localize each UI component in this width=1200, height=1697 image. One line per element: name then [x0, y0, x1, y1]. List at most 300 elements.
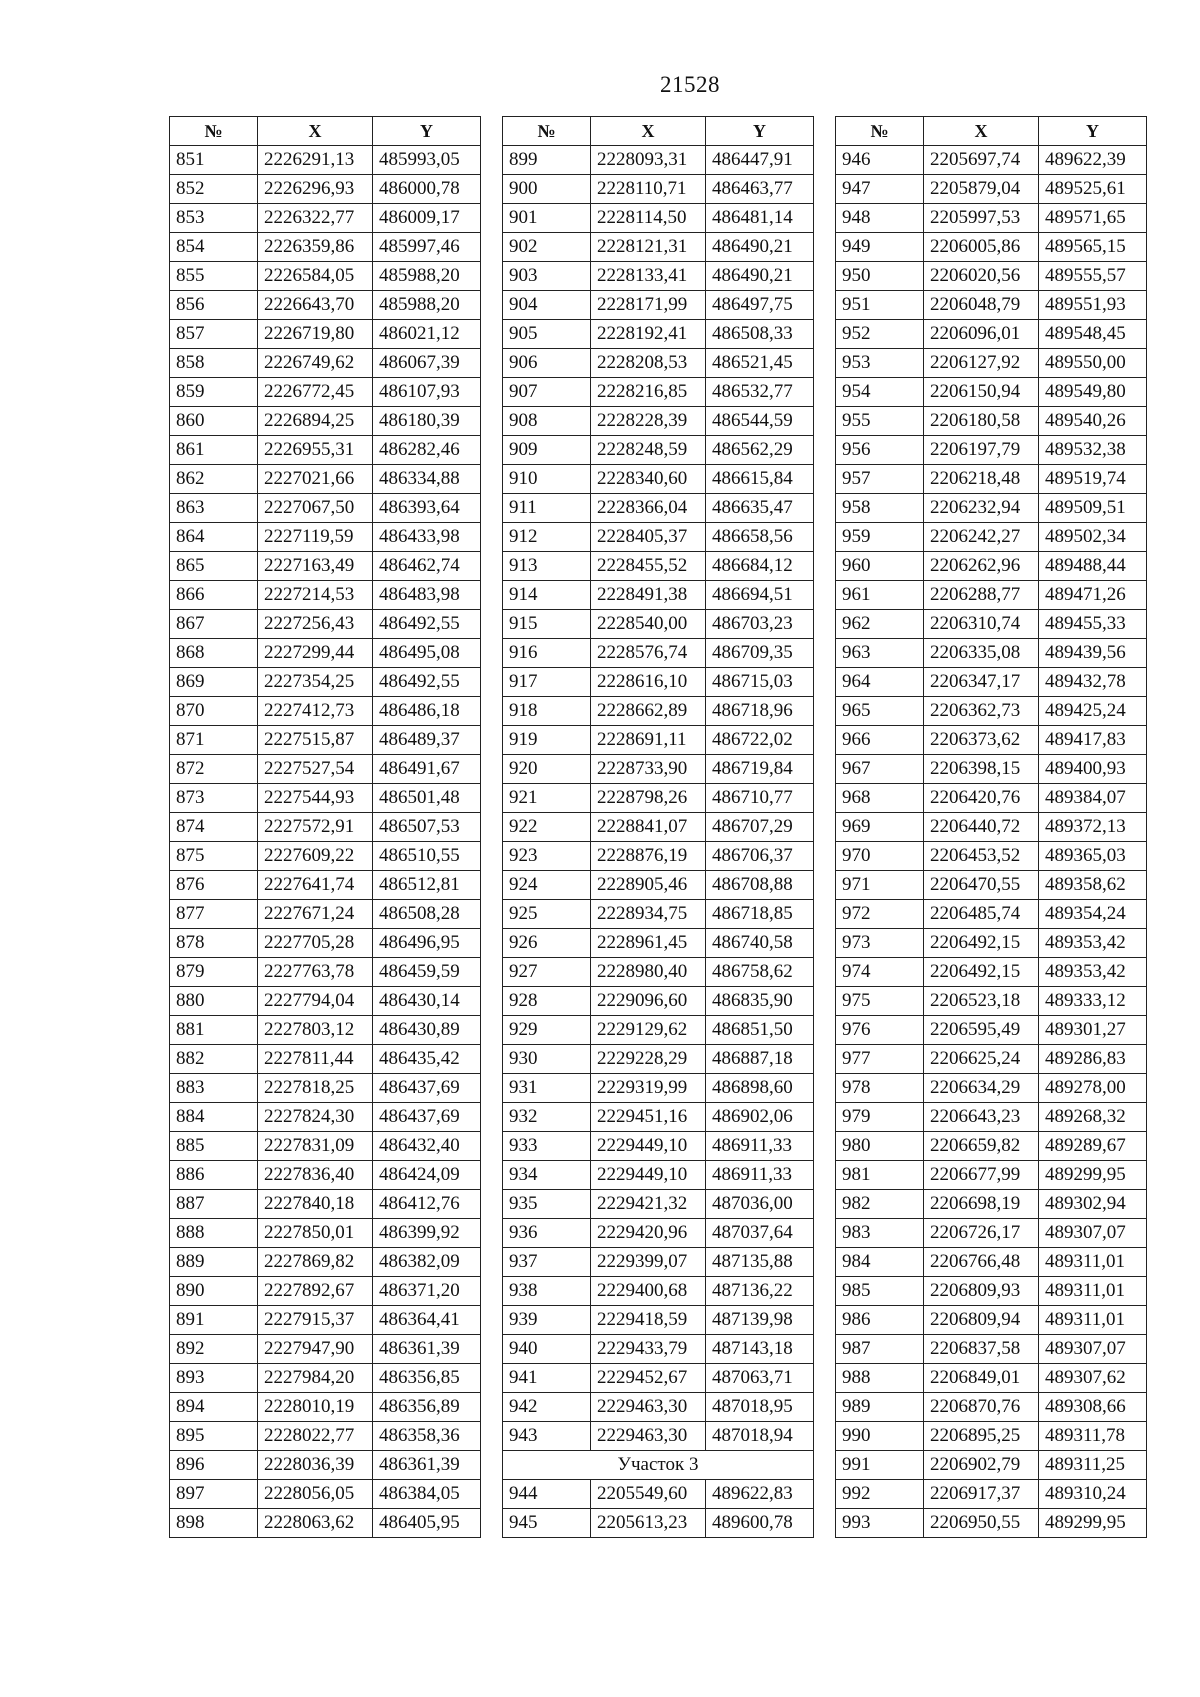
y-coordinate: 489525,61	[1039, 175, 1147, 204]
point-number: 865	[170, 552, 258, 581]
point-number: 885	[170, 1132, 258, 1161]
table-row	[503, 494, 814, 523]
x-coordinate: 2206870,76	[924, 1393, 1039, 1422]
point-number: 930	[503, 1045, 591, 1074]
header-row	[503, 117, 814, 146]
x-coordinate: 2228455,52	[591, 552, 706, 581]
table-row	[503, 1277, 814, 1306]
y-coordinate: 486719,84	[706, 755, 814, 784]
y-coordinate: 486430,89	[373, 1016, 481, 1045]
table-row	[503, 1016, 814, 1045]
y-coordinate: 489311,78	[1039, 1422, 1147, 1451]
point-number: 966	[836, 726, 924, 755]
table-row	[170, 1364, 481, 1393]
table-row	[836, 233, 1147, 262]
header-y: Y	[706, 117, 814, 146]
point-number: 968	[836, 784, 924, 813]
y-coordinate: 486718,85	[706, 900, 814, 929]
point-number: 981	[836, 1161, 924, 1190]
y-coordinate: 489471,26	[1039, 581, 1147, 610]
point-number: 944	[503, 1480, 591, 1509]
point-number: 856	[170, 291, 258, 320]
y-coordinate: 486490,21	[706, 233, 814, 262]
y-coordinate: 489310,24	[1039, 1480, 1147, 1509]
point-number: 954	[836, 378, 924, 407]
y-coordinate: 489307,07	[1039, 1219, 1147, 1248]
table-row	[836, 523, 1147, 552]
table-row	[170, 581, 481, 610]
point-number: 960	[836, 552, 924, 581]
x-coordinate: 2206242,27	[924, 523, 1039, 552]
point-number: 892	[170, 1335, 258, 1364]
y-coordinate: 487037,64	[706, 1219, 814, 1248]
x-coordinate: 2229420,96	[591, 1219, 706, 1248]
x-coordinate: 2206096,01	[924, 320, 1039, 349]
x-coordinate: 2227818,25	[258, 1074, 373, 1103]
x-coordinate: 2229319,99	[591, 1074, 706, 1103]
y-coordinate: 487135,88	[706, 1248, 814, 1277]
table-row	[503, 1219, 814, 1248]
table-row	[503, 726, 814, 755]
table-row	[170, 233, 481, 262]
y-coordinate: 486507,53	[373, 813, 481, 842]
y-coordinate: 486521,45	[706, 349, 814, 378]
point-number: 868	[170, 639, 258, 668]
point-number: 942	[503, 1393, 591, 1422]
y-coordinate: 489302,94	[1039, 1190, 1147, 1219]
x-coordinate: 2228022,77	[258, 1422, 373, 1451]
point-number: 989	[836, 1393, 924, 1422]
table-row	[170, 1132, 481, 1161]
point-number: 959	[836, 523, 924, 552]
point-number: 926	[503, 929, 591, 958]
table-row	[503, 233, 814, 262]
y-coordinate: 486512,81	[373, 871, 481, 900]
point-number: 880	[170, 987, 258, 1016]
y-coordinate: 486615,84	[706, 465, 814, 494]
header-x: X	[924, 117, 1039, 146]
point-number: 980	[836, 1132, 924, 1161]
y-coordinate: 489540,26	[1039, 407, 1147, 436]
table-row	[503, 784, 814, 813]
y-coordinate: 486508,28	[373, 900, 481, 929]
table-row	[503, 1393, 814, 1422]
x-coordinate: 2228248,59	[591, 436, 706, 465]
y-coordinate: 486382,09	[373, 1248, 481, 1277]
header-y: Y	[1039, 117, 1147, 146]
table-row	[170, 610, 481, 639]
x-coordinate: 2205549,60	[591, 1480, 706, 1509]
table-row	[503, 1364, 814, 1393]
coordinates-table-3	[835, 116, 1147, 1538]
table-row	[836, 813, 1147, 842]
table-row	[836, 958, 1147, 987]
y-coordinate: 487136,22	[706, 1277, 814, 1306]
point-number: 978	[836, 1074, 924, 1103]
x-coordinate: 2228010,19	[258, 1393, 373, 1422]
x-coordinate: 2206347,17	[924, 668, 1039, 697]
x-coordinate: 2229418,59	[591, 1306, 706, 1335]
point-number: 923	[503, 842, 591, 871]
y-coordinate: 489307,62	[1039, 1364, 1147, 1393]
x-coordinate: 2206398,15	[924, 755, 1039, 784]
x-coordinate: 2228540,00	[591, 610, 706, 639]
y-coordinate: 489268,32	[1039, 1103, 1147, 1132]
x-coordinate: 2227803,12	[258, 1016, 373, 1045]
y-coordinate: 486433,98	[373, 523, 481, 552]
table-row	[836, 929, 1147, 958]
table-row	[170, 1190, 481, 1219]
header-number: №	[170, 117, 258, 146]
y-coordinate: 489551,93	[1039, 291, 1147, 320]
table-row	[503, 175, 814, 204]
x-coordinate: 2206373,62	[924, 726, 1039, 755]
header-number: №	[503, 117, 591, 146]
x-coordinate: 2227515,87	[258, 726, 373, 755]
table-row	[170, 1509, 481, 1538]
x-coordinate: 2227021,66	[258, 465, 373, 494]
table-row	[836, 146, 1147, 175]
y-coordinate: 486492,55	[373, 610, 481, 639]
table-row	[170, 1393, 481, 1422]
x-coordinate: 2228576,74	[591, 639, 706, 668]
x-coordinate: 2206440,72	[924, 813, 1039, 842]
y-coordinate: 486544,59	[706, 407, 814, 436]
table-row	[170, 523, 481, 552]
table-row	[836, 1393, 1147, 1422]
table-row	[503, 842, 814, 871]
point-number: 863	[170, 494, 258, 523]
table-row	[170, 1306, 481, 1335]
point-number: 935	[503, 1190, 591, 1219]
x-coordinate: 2206197,79	[924, 436, 1039, 465]
point-number: 900	[503, 175, 591, 204]
point-number: 976	[836, 1016, 924, 1045]
point-number: 927	[503, 958, 591, 987]
y-coordinate: 486463,77	[706, 175, 814, 204]
x-coordinate: 2228616,10	[591, 668, 706, 697]
x-coordinate: 2228114,50	[591, 204, 706, 233]
y-coordinate: 486447,91	[706, 146, 814, 175]
point-number: 852	[170, 175, 258, 204]
x-coordinate: 2227947,90	[258, 1335, 373, 1364]
point-number: 947	[836, 175, 924, 204]
table-row	[170, 900, 481, 929]
table-row	[503, 813, 814, 842]
y-coordinate: 486722,02	[706, 726, 814, 755]
x-coordinate: 2205613,23	[591, 1509, 706, 1538]
header-x: X	[258, 117, 373, 146]
x-coordinate: 2226296,93	[258, 175, 373, 204]
y-coordinate: 486489,37	[373, 726, 481, 755]
x-coordinate: 2206523,18	[924, 987, 1039, 1016]
table-row	[170, 987, 481, 1016]
x-coordinate: 2206453,52	[924, 842, 1039, 871]
point-number: 861	[170, 436, 258, 465]
table-row	[836, 320, 1147, 349]
point-number: 990	[836, 1422, 924, 1451]
point-number: 934	[503, 1161, 591, 1190]
y-coordinate: 486430,14	[373, 987, 481, 1016]
table-row	[836, 465, 1147, 494]
point-number: 958	[836, 494, 924, 523]
x-coordinate: 2227163,49	[258, 552, 373, 581]
point-number: 977	[836, 1045, 924, 1074]
point-number: 887	[170, 1190, 258, 1219]
table-row	[836, 755, 1147, 784]
point-number: 871	[170, 726, 258, 755]
x-coordinate: 2227527,54	[258, 755, 373, 784]
x-coordinate: 2206895,25	[924, 1422, 1039, 1451]
table-row	[503, 1045, 814, 1074]
point-number: 872	[170, 755, 258, 784]
x-coordinate: 2206659,82	[924, 1132, 1039, 1161]
x-coordinate: 2228093,31	[591, 146, 706, 175]
x-coordinate: 2206335,08	[924, 639, 1039, 668]
header-x: X	[591, 117, 706, 146]
point-number: 896	[170, 1451, 258, 1480]
x-coordinate: 2206005,86	[924, 233, 1039, 262]
x-coordinate: 2206180,58	[924, 407, 1039, 436]
point-number: 979	[836, 1103, 924, 1132]
point-number: 957	[836, 465, 924, 494]
x-coordinate: 2228340,60	[591, 465, 706, 494]
table-row	[836, 552, 1147, 581]
point-number: 933	[503, 1132, 591, 1161]
y-coordinate: 486898,60	[706, 1074, 814, 1103]
point-number: 913	[503, 552, 591, 581]
header-number: №	[836, 117, 924, 146]
coordinates-table-1	[169, 116, 481, 1538]
y-coordinate: 489289,67	[1039, 1132, 1147, 1161]
x-coordinate: 2206492,15	[924, 929, 1039, 958]
table-row	[170, 1335, 481, 1364]
x-coordinate: 2227354,25	[258, 668, 373, 697]
table-row	[836, 1335, 1147, 1364]
y-coordinate: 489549,80	[1039, 378, 1147, 407]
x-coordinate: 2206310,74	[924, 610, 1039, 639]
x-coordinate: 2227794,04	[258, 987, 373, 1016]
y-coordinate: 489600,78	[706, 1509, 814, 1538]
point-number: 875	[170, 842, 258, 871]
y-coordinate: 486486,18	[373, 697, 481, 726]
point-number: 992	[836, 1480, 924, 1509]
y-coordinate: 489311,01	[1039, 1277, 1147, 1306]
y-coordinate: 486758,62	[706, 958, 814, 987]
table-row	[170, 349, 481, 378]
table-row	[503, 378, 814, 407]
y-coordinate: 489509,51	[1039, 494, 1147, 523]
point-number: 898	[170, 1509, 258, 1538]
table-row	[836, 494, 1147, 523]
point-number: 862	[170, 465, 258, 494]
table-row	[836, 610, 1147, 639]
x-coordinate: 2206127,92	[924, 349, 1039, 378]
point-number: 922	[503, 813, 591, 842]
point-number: 985	[836, 1277, 924, 1306]
table-row	[836, 784, 1147, 813]
table-row	[170, 1103, 481, 1132]
x-coordinate: 2229451,16	[591, 1103, 706, 1132]
table-row	[836, 697, 1147, 726]
x-coordinate: 2206698,19	[924, 1190, 1039, 1219]
table-row	[170, 291, 481, 320]
x-coordinate: 2228192,41	[591, 320, 706, 349]
point-number: 991	[836, 1451, 924, 1480]
table-row	[503, 755, 814, 784]
table-row	[170, 929, 481, 958]
point-number: 925	[503, 900, 591, 929]
point-number: 937	[503, 1248, 591, 1277]
point-number: 878	[170, 929, 258, 958]
table-row	[503, 436, 814, 465]
header-y: Y	[373, 117, 481, 146]
point-number: 890	[170, 1277, 258, 1306]
table-row	[170, 1219, 481, 1248]
y-coordinate: 489417,83	[1039, 726, 1147, 755]
point-number: 901	[503, 204, 591, 233]
x-coordinate: 2206048,79	[924, 291, 1039, 320]
table-row	[836, 668, 1147, 697]
y-coordinate: 489308,66	[1039, 1393, 1147, 1422]
point-number: 955	[836, 407, 924, 436]
point-number: 972	[836, 900, 924, 929]
table-row	[170, 1074, 481, 1103]
x-coordinate: 2228171,99	[591, 291, 706, 320]
x-coordinate: 2227836,40	[258, 1161, 373, 1190]
y-coordinate: 486911,33	[706, 1161, 814, 1190]
table-row	[503, 900, 814, 929]
table-row	[836, 1509, 1147, 1538]
x-coordinate: 2229096,60	[591, 987, 706, 1016]
table-row	[503, 871, 814, 900]
point-number: 874	[170, 813, 258, 842]
table-row	[170, 1422, 481, 1451]
y-coordinate: 486399,92	[373, 1219, 481, 1248]
point-number: 855	[170, 262, 258, 291]
x-coordinate: 2228876,19	[591, 842, 706, 871]
table-row	[170, 1016, 481, 1045]
x-coordinate: 2228056,05	[258, 1480, 373, 1509]
point-number: 965	[836, 697, 924, 726]
x-coordinate: 2206902,79	[924, 1451, 1039, 1480]
y-coordinate: 486740,58	[706, 929, 814, 958]
x-coordinate: 2206470,55	[924, 871, 1039, 900]
table-row	[836, 1161, 1147, 1190]
table-row	[503, 1074, 814, 1103]
point-number: 904	[503, 291, 591, 320]
table-row	[170, 320, 481, 349]
table-row	[836, 204, 1147, 233]
x-coordinate: 2226359,86	[258, 233, 373, 262]
y-coordinate: 486707,29	[706, 813, 814, 842]
table-row	[503, 581, 814, 610]
point-number: 918	[503, 697, 591, 726]
x-coordinate: 2228841,07	[591, 813, 706, 842]
x-coordinate: 2228036,39	[258, 1451, 373, 1480]
point-number: 911	[503, 494, 591, 523]
x-coordinate: 2205879,04	[924, 175, 1039, 204]
table-row	[836, 900, 1147, 929]
point-number: 929	[503, 1016, 591, 1045]
point-number: 964	[836, 668, 924, 697]
point-number: 915	[503, 610, 591, 639]
x-coordinate: 2229129,62	[591, 1016, 706, 1045]
table-row	[836, 175, 1147, 204]
point-number: 895	[170, 1422, 258, 1451]
y-coordinate: 486356,85	[373, 1364, 481, 1393]
table-row	[503, 1306, 814, 1335]
x-coordinate: 2229463,30	[591, 1393, 706, 1422]
table-row	[836, 842, 1147, 871]
point-number: 873	[170, 784, 258, 813]
point-number: 963	[836, 639, 924, 668]
x-coordinate: 2206232,94	[924, 494, 1039, 523]
y-coordinate: 489307,07	[1039, 1335, 1147, 1364]
x-coordinate: 2226719,80	[258, 320, 373, 349]
y-coordinate: 486334,88	[373, 465, 481, 494]
point-number: 956	[836, 436, 924, 465]
x-coordinate: 2228110,71	[591, 175, 706, 204]
x-coordinate: 2227892,67	[258, 1277, 373, 1306]
table-row	[836, 407, 1147, 436]
table-row	[503, 639, 814, 668]
x-coordinate: 2206849,01	[924, 1364, 1039, 1393]
point-number: 939	[503, 1306, 591, 1335]
table-row	[503, 320, 814, 349]
table-row	[836, 871, 1147, 900]
y-coordinate: 485988,20	[373, 291, 481, 320]
y-coordinate: 489565,15	[1039, 233, 1147, 262]
y-coordinate: 487018,94	[706, 1422, 814, 1451]
point-number: 917	[503, 668, 591, 697]
y-coordinate: 486495,08	[373, 639, 481, 668]
table-row	[503, 697, 814, 726]
y-coordinate: 489555,57	[1039, 262, 1147, 291]
point-number: 893	[170, 1364, 258, 1393]
x-coordinate: 2228980,40	[591, 958, 706, 987]
y-coordinate: 489286,83	[1039, 1045, 1147, 1074]
y-coordinate: 489502,34	[1039, 523, 1147, 552]
table-row	[503, 146, 814, 175]
table-row	[170, 755, 481, 784]
y-coordinate: 486435,42	[373, 1045, 481, 1074]
x-coordinate: 2227831,09	[258, 1132, 373, 1161]
table-row	[503, 1103, 814, 1132]
table-row	[503, 552, 814, 581]
point-number: 882	[170, 1045, 258, 1074]
y-coordinate: 486658,56	[706, 523, 814, 552]
table-row	[170, 871, 481, 900]
point-number: 907	[503, 378, 591, 407]
table-row	[836, 1306, 1147, 1335]
table-row	[836, 639, 1147, 668]
table-row	[170, 407, 481, 436]
y-coordinate: 486107,93	[373, 378, 481, 407]
y-coordinate: 486361,39	[373, 1451, 481, 1480]
table-row	[836, 1074, 1147, 1103]
table-row	[503, 262, 814, 291]
y-coordinate: 486481,14	[706, 204, 814, 233]
x-coordinate: 2228405,37	[591, 523, 706, 552]
y-coordinate: 487139,98	[706, 1306, 814, 1335]
x-coordinate: 2227572,91	[258, 813, 373, 842]
point-number: 945	[503, 1509, 591, 1538]
y-coordinate: 486000,78	[373, 175, 481, 204]
y-coordinate: 486364,41	[373, 1306, 481, 1335]
x-coordinate: 2228691,11	[591, 726, 706, 755]
point-number: 984	[836, 1248, 924, 1277]
